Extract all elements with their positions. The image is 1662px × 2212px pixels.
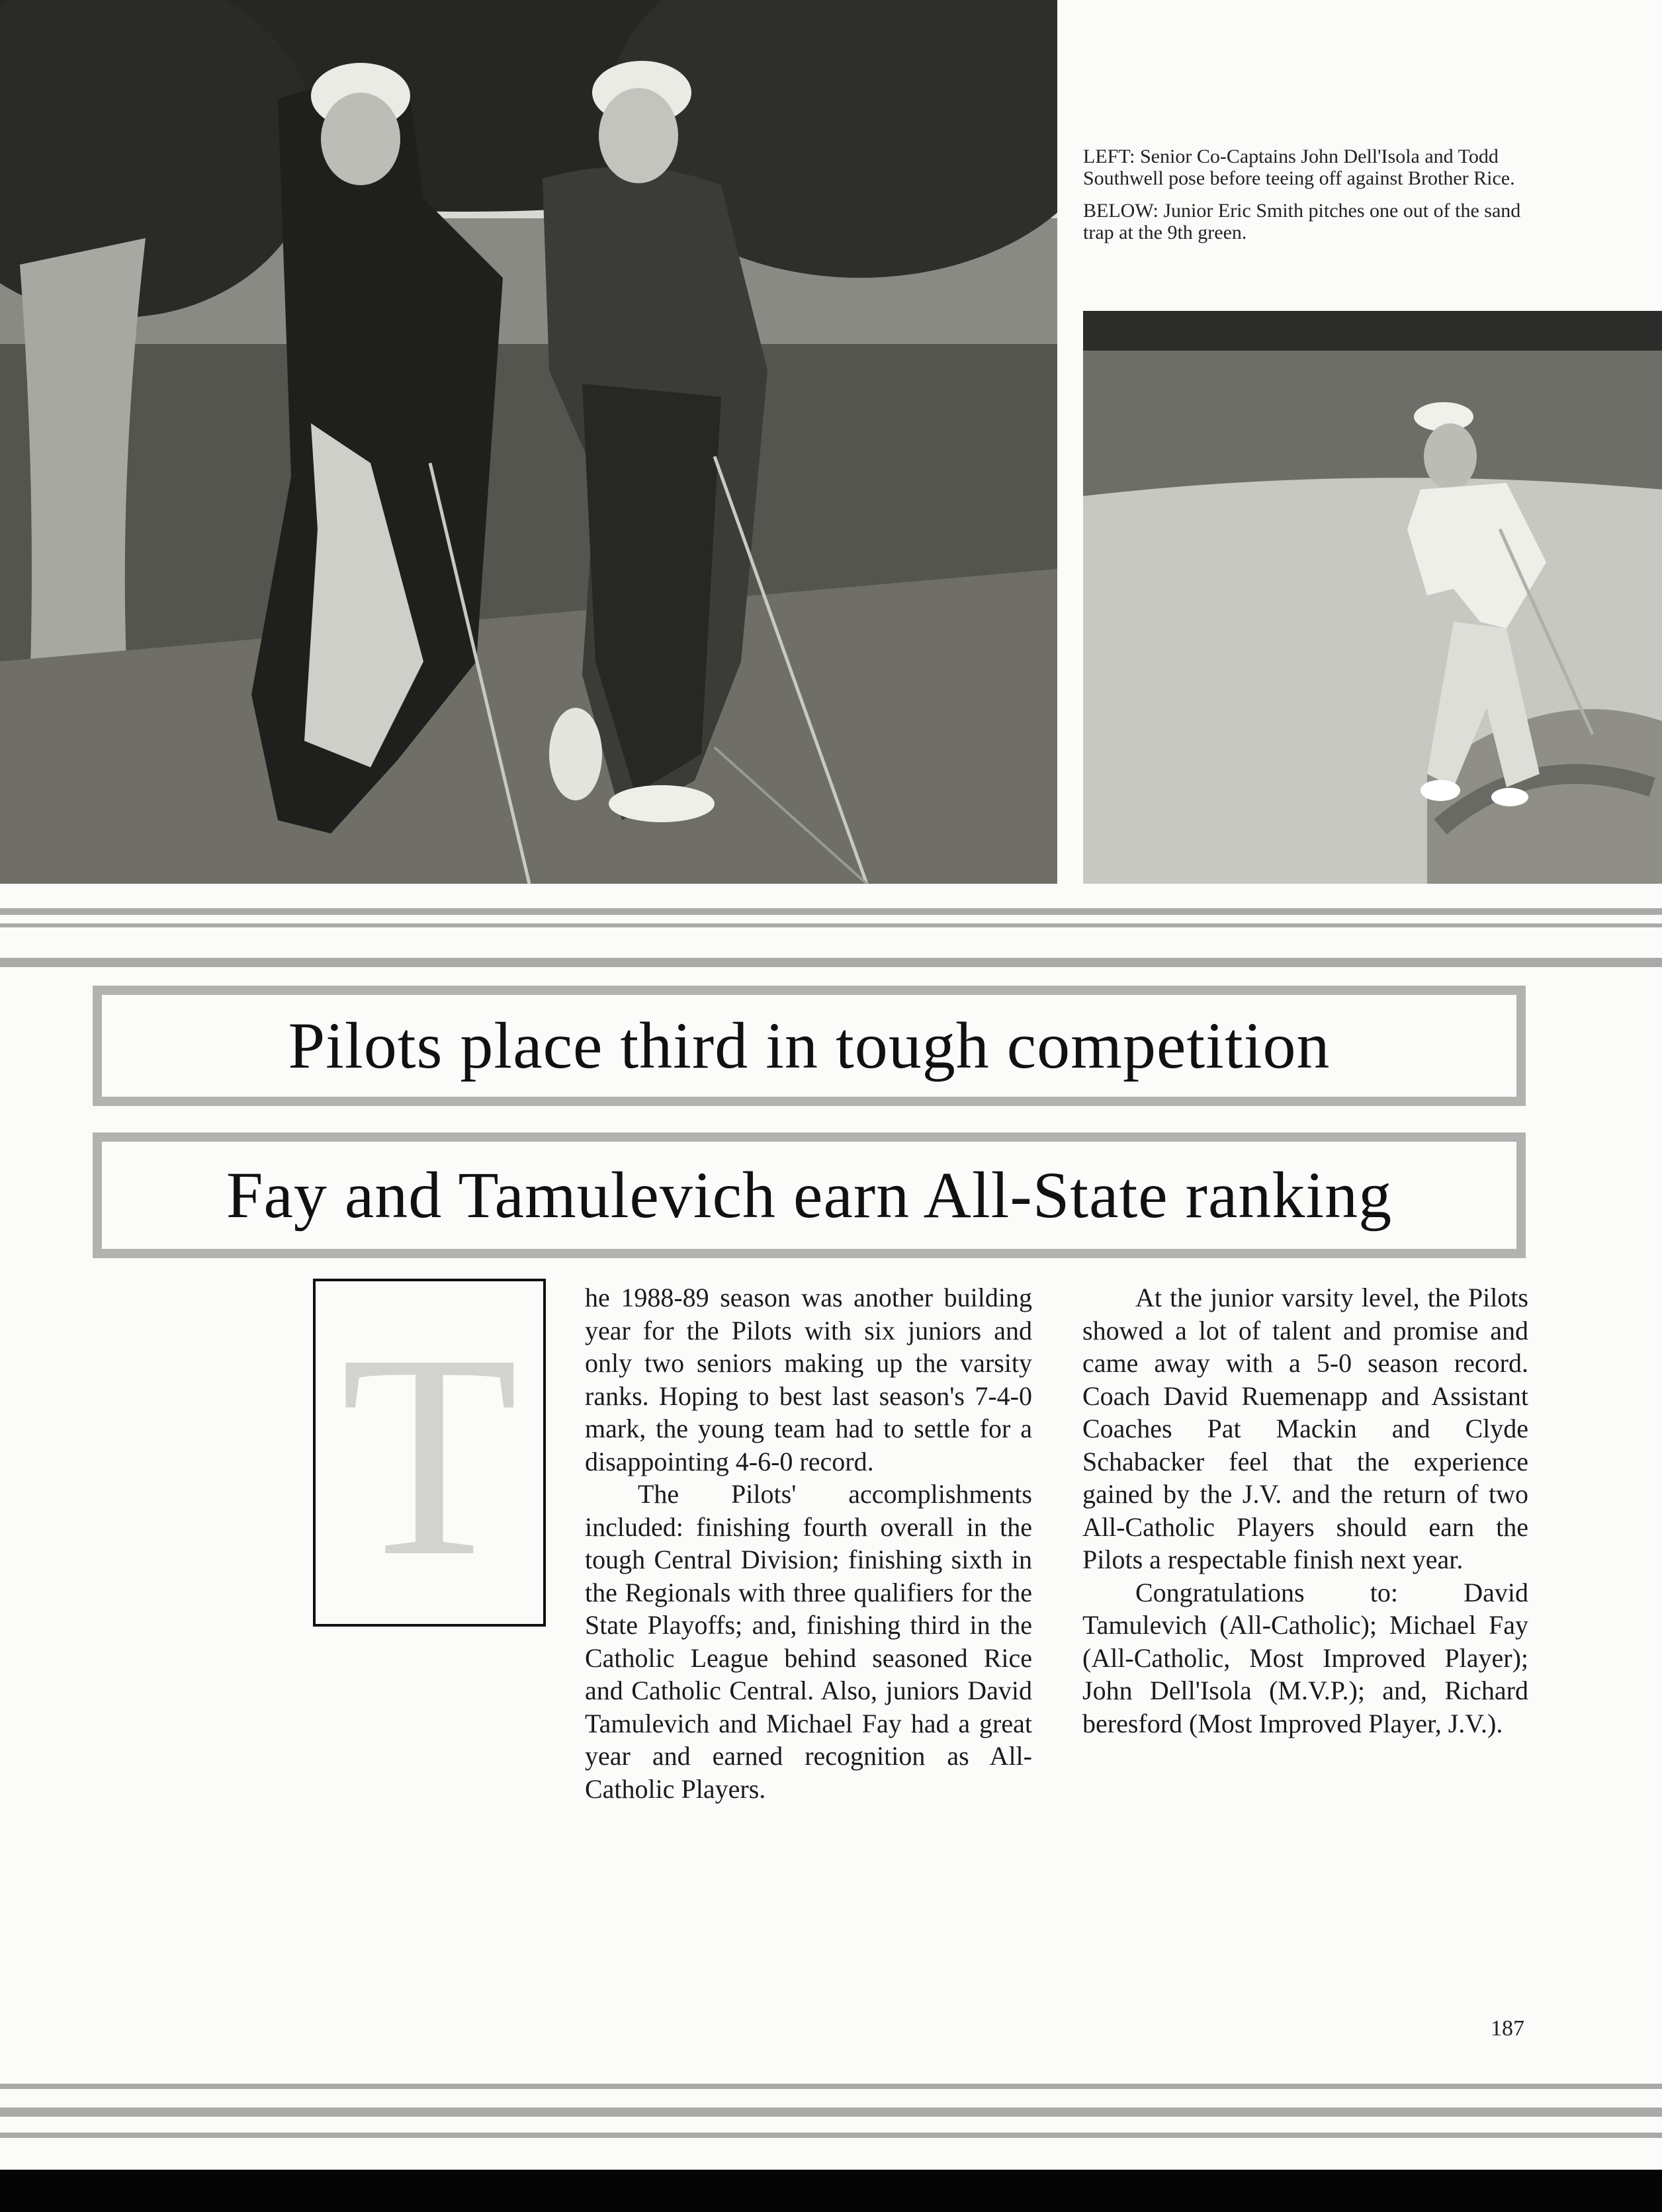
paragraph-1: he 1988-89 season was another building year for the Pilots with six juniors and only two seniors making up the varsity ranks. Hoping to best last season's 7-4-0 mark, the young team had to settle for a disappointing 4-6-0 record. — [585, 1283, 1032, 1476]
paragraph-3: At the junior varsity level, the Pilots showed a lot of talent and promise and came away with a 5-0 season record. Coach David Ruemenapp and Assistant Coaches Pat Mackin and Clyde Schabacker feel that the experience gained by the J.V. and the return of two All-Catholic Players should earn the Pilots a respectable finish next year. — [1082, 1283, 1528, 1574]
paragraph-4: Congratulations to: David Tamulevich (All-Catholic); Michael Fay (All-Catholic, Most Improved Player); John Dell'Isola (M.V.P.); and, Richard beresford (Most Improved Player, J.V.). — [1082, 1577, 1528, 1738]
caption-below: BELOW: Junior Eric Smith pitches one out of the sand trap at the 9th green. — [1083, 200, 1521, 243]
caption-left: LEFT: Senior Co-Captains John Dell'Isola and Todd Southwell pose before teeing off against Brother Rice. — [1083, 146, 1515, 189]
rule-top-3 — [0, 958, 1662, 967]
page-bottom-edge — [0, 2170, 1662, 2212]
photo-golfers-posing — [0, 0, 1057, 884]
page-number: 187 — [1491, 2016, 1524, 2041]
rule-bottom-2 — [0, 2107, 1662, 2117]
headline-primary-box — [93, 986, 1526, 1106]
rule-bottom-1 — [0, 2084, 1662, 2089]
headline-secondary: Fay and Tamulevich earn All-State ranking — [226, 1158, 1393, 1232]
drop-cap: T — [340, 1295, 519, 1617]
drop-cap-box — [313, 1279, 546, 1627]
headline-primary: Pilots place third in tough competition — [288, 1009, 1331, 1082]
rule-top-1 — [0, 908, 1662, 915]
rule-bottom-3 — [0, 2133, 1662, 2138]
photo-sand-trap-shot — [1083, 311, 1662, 884]
photo-golfers-posing-image — [0, 0, 1057, 884]
photo-sand-trap-shot-image — [1083, 311, 1662, 884]
headline-secondary-box — [93, 1132, 1526, 1258]
article-column-1 — [585, 1281, 1032, 1805]
rule-top-2 — [0, 923, 1662, 927]
photo-captions — [1083, 146, 1533, 254]
paragraph-2: The Pilots' accomplishments included: finishing fourth overall in the tough Central Division; finishing sixth in the Regionals with three qualifiers for the State Playoffs; and, finishing third in the Catholic League behind seasoned Rice and Catholic Central. Also, juniors David Tamulevich and Michael Fay had a great year and earned recognition as All-Catholic Players. — [585, 1479, 1032, 1804]
article-column-2 — [1082, 1281, 1528, 1740]
